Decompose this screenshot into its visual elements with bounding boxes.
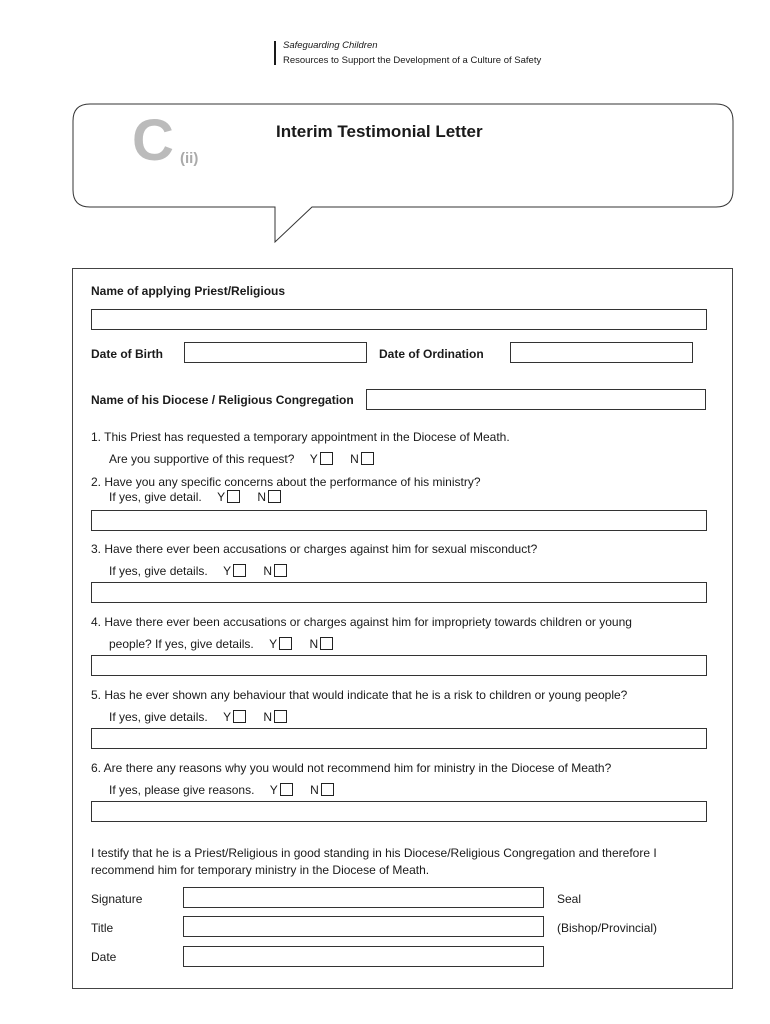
header-line-2: Resources to Support the Development of a Culture of Safety xyxy=(283,55,542,66)
dob-field[interactable] xyxy=(184,342,367,363)
q5-prompt: If yes, give details. Y N xyxy=(109,710,287,724)
q5-no[interactable]: N xyxy=(263,710,287,724)
testimony-line-1: I testify that he is a Priest/Religious in good standing in his Diocese/Religious Congregation and therefore I xyxy=(91,846,657,860)
q6-no[interactable]: N xyxy=(310,783,334,797)
signature-field[interactable] xyxy=(183,887,544,908)
q5-detail-field[interactable] xyxy=(91,728,707,749)
q2-no[interactable]: N xyxy=(257,490,281,504)
name-field[interactable] xyxy=(91,309,707,330)
q3-yes[interactable]: Y xyxy=(223,564,246,578)
q6-text: 6. Are there any reasons why you would not recommend him for ministry in the Diocese of Meath? xyxy=(91,761,612,775)
q2-text: 2. Have you any specific concerns about the performance of his ministry? xyxy=(91,475,481,489)
q2-yes[interactable]: Y xyxy=(217,490,240,504)
q2-detail-field[interactable] xyxy=(91,510,707,531)
title-label: Title xyxy=(91,921,114,935)
checkbox[interactable] xyxy=(320,637,333,650)
ordination-field[interactable] xyxy=(510,342,693,363)
checkbox[interactable] xyxy=(320,452,333,465)
checkbox[interactable] xyxy=(233,564,246,577)
date-label: Date xyxy=(91,950,117,964)
checkbox[interactable] xyxy=(227,490,240,503)
seal-sub-label: (Bishop/Provincial) xyxy=(557,921,658,935)
q4-text: 4. Have there ever been accusations or charges against him for impropriety towards children or young xyxy=(91,615,632,629)
checkbox[interactable] xyxy=(361,452,374,465)
q6-detail-field[interactable] xyxy=(91,801,707,822)
q4-detail-field[interactable] xyxy=(91,655,707,676)
q2-prompt: If yes, give detail. Y N xyxy=(109,490,281,504)
q1-yes[interactable]: Y xyxy=(310,452,333,466)
signature-label: Signature xyxy=(91,892,143,906)
checkbox[interactable] xyxy=(321,783,334,796)
date-field[interactable] xyxy=(183,946,544,967)
diocese-label: Name of his Diocese / Religious Congregation xyxy=(91,393,354,407)
q5-yes[interactable]: Y xyxy=(223,710,246,724)
testimony-line-2: recommend him for temporary ministry in the Diocese of Meath. xyxy=(91,863,430,877)
header-line-1: Safeguarding Children xyxy=(283,40,378,51)
checkbox[interactable] xyxy=(268,490,281,503)
q3-detail-field[interactable] xyxy=(91,582,707,603)
q3-text: 3. Have there ever been accusations or charges against him for sexual misconduct? xyxy=(91,542,538,556)
seal-label: Seal xyxy=(557,892,582,906)
q4-prompt: people? If yes, give details. Y N xyxy=(109,637,333,651)
checkbox[interactable] xyxy=(280,783,293,796)
dob-label: Date of Birth xyxy=(91,347,163,361)
q3-no[interactable]: N xyxy=(263,564,287,578)
title-field[interactable] xyxy=(183,916,544,937)
checkbox[interactable] xyxy=(274,564,287,577)
q5-text: 5. Has he ever shown any behaviour that would indicate that he is a risk to children or young people? xyxy=(91,688,628,702)
section-sub-number: (ii) xyxy=(180,150,199,167)
q1-no[interactable]: N xyxy=(350,452,374,466)
q1-prompt: Are you supportive of this request? Y N xyxy=(109,452,374,466)
checkbox[interactable] xyxy=(279,637,292,650)
q6-prompt: If yes, please give reasons. Y N xyxy=(109,783,334,797)
diocese-field[interactable] xyxy=(366,389,706,410)
page-title: Interim Testimonial Letter xyxy=(276,122,483,141)
q4-yes[interactable]: Y xyxy=(269,637,292,651)
q6-yes[interactable]: Y xyxy=(270,783,293,797)
ordination-label: Date of Ordination xyxy=(379,347,484,361)
q3-prompt: If yes, give details. Y N xyxy=(109,564,287,578)
section-letter: C xyxy=(132,108,174,173)
q4-no[interactable]: N xyxy=(309,637,333,651)
checkbox[interactable] xyxy=(233,710,246,723)
q1-text: 1. This Priest has requested a temporary appointment in the Diocese of Meath. xyxy=(91,430,510,444)
checkbox[interactable] xyxy=(274,710,287,723)
name-label: Name of applying Priest/Religious xyxy=(91,284,286,298)
